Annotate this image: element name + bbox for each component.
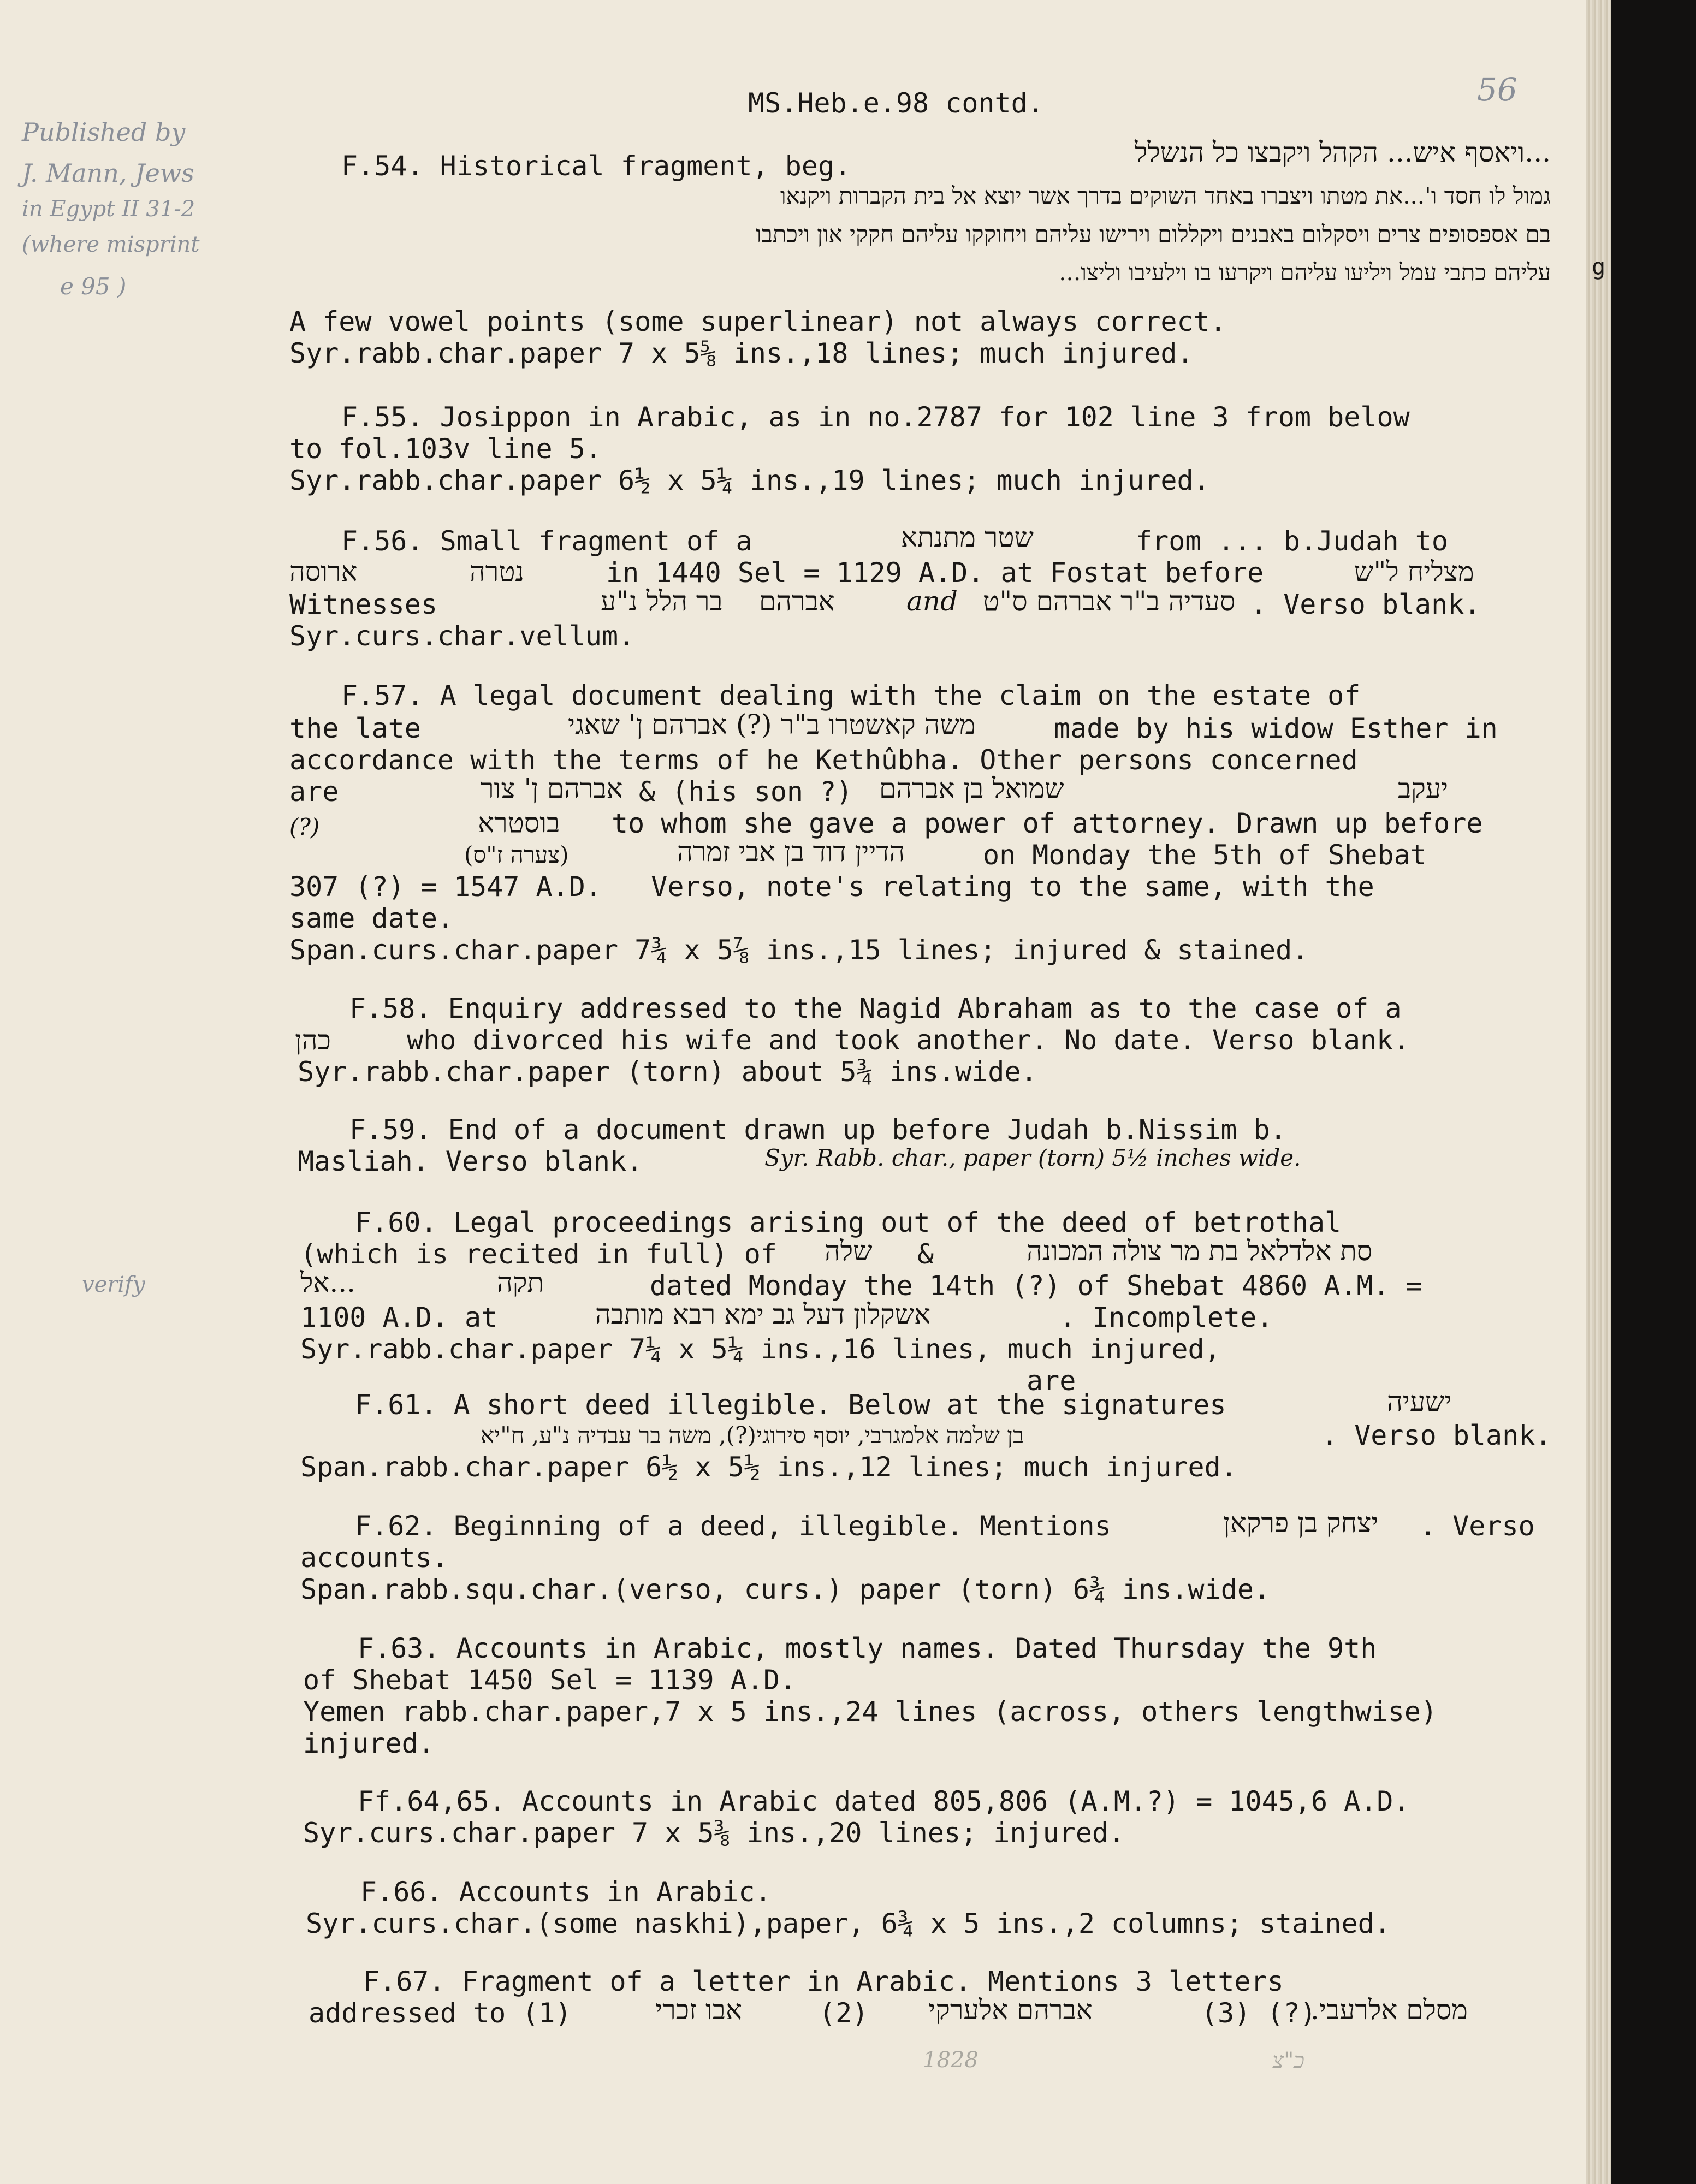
- hebrew-quote: אשקלון דעל גב ימא רבא מותבה: [595, 1298, 931, 1330]
- entry-line: F.56. Small fragment of a: [341, 525, 752, 557]
- entry-line: Syr.rabb.char.paper 7¼ x 5¼ ins.,16 lines, much injured,: [300, 1333, 1221, 1365]
- entry-line: Span.rabb.char.paper 6½ x 5½ ins.,12 lines; much injured.: [300, 1451, 1237, 1483]
- entry-line: F.57. A legal document dealing with the claim on the estate of: [341, 680, 1361, 711]
- entry-line: &: [917, 1238, 934, 1270]
- entry-line: & (his son ?): [639, 776, 853, 808]
- hebrew-quote: גמול לו חסד ו'...את מטתו ויצברו באחד השוקים בדרך אשר יוצא אל בית הקברות ויקנאו: [780, 182, 1551, 209]
- hebrew-quote: הדיין דוד בן אבי זמרה: [677, 836, 905, 868]
- entry-line: F.55. Josippon in Arabic, as in no.2787 for 102 line 3 from below: [341, 401, 1410, 433]
- hebrew-quote: שלה: [825, 1235, 873, 1267]
- hebrew-quote: אבו זכרי: [655, 1994, 742, 2026]
- hebrew-quote: ארוסה: [289, 556, 358, 587]
- hebrew-quote: נטרה: [470, 556, 524, 587]
- entry-line: F.54. Historical fragment, beg.: [341, 150, 851, 182]
- entry-line: are: [1027, 1365, 1076, 1397]
- page-number: 56: [1477, 71, 1517, 108]
- hebrew-quote: אברהם אלערקי: [928, 1994, 1093, 2026]
- entry-line: Witnesses: [289, 589, 437, 620]
- entry-line: injured.: [303, 1728, 435, 1759]
- entry-line: Syr.curs.char.paper 7 x 5⅜ ins.,20 lines; injured.: [303, 1817, 1125, 1849]
- entry-line: accordance with the terms of he Kethûbha. Other persons concerned: [289, 744, 1358, 776]
- entry-line: Syr.rabb.char.paper (torn) about 5¾ ins.wide.: [298, 1056, 1037, 1088]
- entry-line: Syr.rabb.char.paper 7 x 5⅝ ins.,18 lines; much injured.: [289, 337, 1194, 369]
- entry-line: are: [289, 776, 339, 808]
- hebrew-quote: עליהם כתבי עמל ויליעו עליהם ויקרעו בו וילעיבו וליצו...: [1059, 259, 1551, 286]
- entry-line: 307 (?) = 1547 A.D. Verso, note's relating to the same, with the: [289, 871, 1374, 903]
- hebrew-quote: ...אל: [300, 1267, 356, 1298]
- margin-note-verify: verify: [82, 1272, 145, 1297]
- entry-line: of Shebat 1450 Sel = 1139 A.D.: [303, 1664, 797, 1696]
- entry-line: F.66. Accounts in Arabic.: [360, 1876, 772, 1908]
- entry-line: to whom she gave a power of attorney. Drawn up before: [612, 808, 1483, 839]
- hebrew-quote: יצחק בן פרקאן: [1223, 1507, 1379, 1539]
- hebrew-quote: אברהם: [759, 585, 835, 617]
- margin-note-line: in Egypt II 31-2: [22, 197, 195, 222]
- hebrew-quote: (צערה ז"ס): [464, 841, 569, 868]
- hebrew-quote: כהן: [295, 1024, 331, 1056]
- entry-line: Yemen rabb.char.paper,7 x 5 ins.,24 lines (across, others lengthwise): [303, 1696, 1438, 1728]
- hebrew-quote: ...ויאסף איש... הקהל ויקבצו כל הנשלל: [1134, 136, 1551, 168]
- margin-mark: g: [1592, 253, 1606, 280]
- footer-mark: 1828: [923, 2048, 979, 2073]
- hebrew-quote: בוסטרא: [478, 807, 560, 839]
- entry-line: A few vowel points (some superlinear) not always correct.: [289, 306, 1226, 337]
- document-title: MS.Heb.e.98 contd.: [748, 87, 1044, 119]
- handwritten-word: and: [906, 585, 958, 617]
- hebrew-quote: יעקב: [1398, 773, 1449, 804]
- entry-line: Span.rabb.squ.char.(verso, curs.) paper (torn) 6¾ ins.wide.: [300, 1574, 1271, 1605]
- hebrew-quote: סעדיה ב"ר אברהם ס"ט: [983, 585, 1236, 617]
- hebrew-quote: בן שלמה אלמגרבי, יוסף סירוגי(?), משה בר עבדיה נ"ע, ח"יא: [481, 1422, 1024, 1449]
- hebrew-quote: בר הלל נ"ע: [601, 585, 723, 617]
- entry-line: . Verso: [1420, 1510, 1535, 1542]
- entry-line: addressed to (1): [309, 1997, 572, 2029]
- entry-line: Syr.rabb.char.paper 6½ x 5¼ ins.,19 lines; much injured.: [289, 465, 1210, 496]
- entry-line: F.63. Accounts in Arabic, mostly names. Dated Thursday the 9th: [358, 1633, 1377, 1664]
- entry-line: F.67. Fragment of a letter in Arabic. Mentions 3 letters: [363, 1966, 1284, 1997]
- entry-line: on Monday the 5th of Shebat: [983, 839, 1427, 871]
- hebrew-quote: משה קאשטרו ב"ר (?) אברהם ן' שאגי: [568, 709, 976, 740]
- entry-line: F.62. Beginning of a deed, illegible. Mentions: [355, 1510, 1111, 1542]
- margin-note-line: J. Mann, Jews: [22, 158, 194, 188]
- entry-line: Masliah. Verso blank.: [298, 1146, 643, 1177]
- entry-line: to fol.103v line 5.: [289, 433, 602, 465]
- entry-line: F.60. Legal proceedings arising out of the deed of betrothal: [355, 1207, 1342, 1238]
- entry-line: accounts.: [300, 1542, 448, 1574]
- entry-line: (which is recited in full) of: [300, 1238, 777, 1270]
- entry-line: . Verso blank.: [1250, 589, 1481, 620]
- margin-note-line: e 95 ): [60, 273, 127, 300]
- entry-line: . Incomplete.: [1059, 1302, 1273, 1333]
- entry-line: F.61. A short deed illegible. Below at the signatures: [355, 1389, 1226, 1421]
- entry-line: Syr.curs.char.vellum.: [289, 620, 635, 652]
- hebrew-quote: בם אספסופים צרים ויסקלום באבנים ויקללום וירישו עליהם ויחוקקו עליהם חקקי און ויכתבו: [755, 221, 1551, 247]
- entry-line: (2): [819, 1997, 869, 2029]
- margin-note-line: (where misprint: [22, 232, 200, 257]
- page-edge: [1586, 0, 1611, 2184]
- entry-line: (3) (?): [1201, 1997, 1317, 2029]
- entry-line: dated Monday the 14th (?) of Shebat 4860 A.M. =: [650, 1270, 1422, 1302]
- entry-line: F.59. End of a document drawn up before Judah b.Nissim b.: [349, 1114, 1286, 1146]
- hebrew-quote: שטר מתנתא: [901, 521, 1034, 553]
- entry-line: Syr.curs.char.(some naskhi),paper, 6¾ x 5 ins.,2 columns; stained.: [306, 1908, 1391, 1939]
- entry-line: Span.curs.char.paper 7¾ x 5⅞ ins.,15 lines; injured & stained.: [289, 934, 1309, 966]
- margin-note-line: Published by: [22, 117, 186, 147]
- entry-line: who divorced his wife and took another. No date. Verso blank.: [407, 1024, 1410, 1056]
- hebrew-quote: אברהם ן' צור: [481, 773, 623, 804]
- entry-line: the late: [289, 713, 421, 744]
- entry-line: in 1440 Sel = 1129 A.D. at Fostat before: [606, 557, 1264, 589]
- entry-line: 1100 A.D. at: [300, 1302, 498, 1333]
- entry-line: from ... b.Judah to: [1136, 525, 1448, 557]
- hebrew-quote: מסלם אלרעבי.: [1310, 1994, 1468, 2026]
- entry-line: Ff.64,65. Accounts in Arabic dated 805,806 (A.M.?) = 1045,6 A.D.: [358, 1785, 1410, 1817]
- hebrew-quote: (?): [289, 814, 320, 840]
- entry-line: F.58. Enquiry addressed to the Nagid Abraham as to the case of a: [349, 993, 1402, 1024]
- entry-line: same date.: [289, 903, 454, 934]
- book-binding: [1611, 0, 1696, 2184]
- hebrew-quote: תקה: [497, 1267, 544, 1298]
- hebrew-quote: שמואל בן אברהם: [879, 773, 1064, 804]
- footer-mark: כ"צ: [1272, 2048, 1304, 2073]
- hebrew-quote: מצליח ל"ש: [1354, 556, 1474, 587]
- handwritten-note: Syr. Rabb. char., paper (torn) 5½ inches wide.: [764, 1144, 1301, 1171]
- entry-line: made by his widow Esther in: [1054, 713, 1498, 744]
- hebrew-quote: ישעיה: [1387, 1386, 1452, 1417]
- hebrew-quote: סת אלדלאל בת מר צולה המכונה: [1027, 1235, 1373, 1267]
- entry-line: . Verso blank.: [1321, 1420, 1552, 1451]
